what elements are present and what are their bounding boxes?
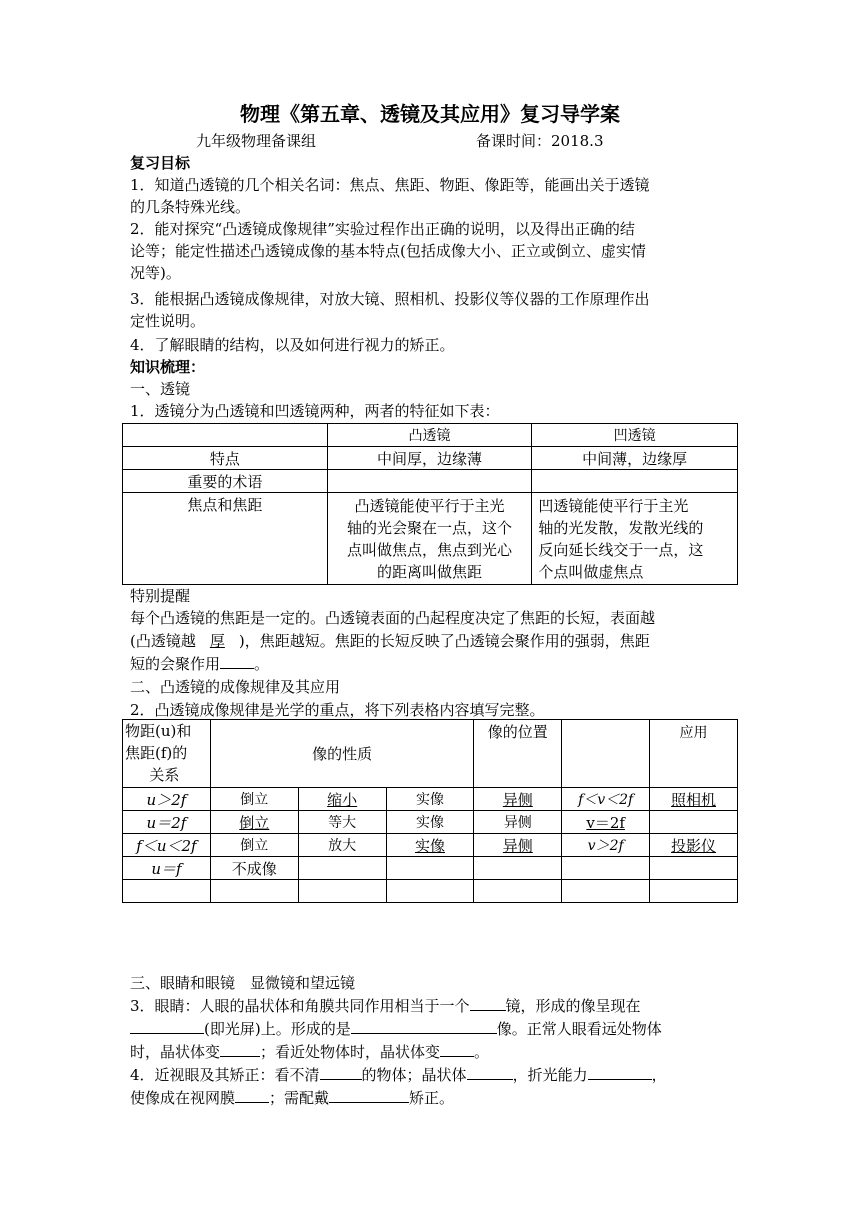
table-cell: u＞2f — [123, 788, 211, 811]
concave-focus-desc: 凹透镜能使平行于主光 轴的光发散，发散光线的 反向延长线交于一点，这 个点叫做虚焦点 — [532, 493, 738, 585]
section2-heading: 二、凸透镜的成像规律及其应用 — [130, 678, 341, 696]
table-cell — [562, 857, 650, 880]
table-cell: 等大 — [298, 811, 386, 834]
table-cell: 异侧 — [474, 811, 562, 834]
table-cell: f＜v＜2f — [562, 788, 650, 811]
header-application: 应用 — [650, 720, 738, 788]
table-cell — [386, 857, 474, 880]
fill-blank — [351, 1018, 497, 1034]
table-cell — [650, 857, 738, 880]
table-cell: v＝2f — [562, 811, 650, 834]
knowledge-heading: 知识梳理： — [130, 358, 206, 376]
table-row — [123, 811, 738, 834]
tip-heading: 特别提醒 — [130, 587, 191, 605]
table-cell: 投影仪 — [650, 834, 738, 857]
prep-time: 备课时间：2018.3 — [476, 132, 604, 150]
tip-line-1: 每个凸透镜的焦距是一定的。凸透镜表面的凸起程度决定了焦距的长短，表面越 — [130, 609, 656, 627]
table-cell — [298, 880, 386, 903]
table-cell — [327, 470, 532, 493]
table-cell: u＝2f — [123, 811, 211, 834]
table-cell — [532, 470, 738, 493]
table-cell — [562, 720, 650, 788]
tip-line-3: 短的会聚作用 。 — [130, 655, 270, 673]
fill-blank — [130, 1018, 204, 1034]
table-header-convex: 凸透镜 — [327, 424, 532, 447]
table-cell: 实像 — [386, 834, 474, 857]
table-cell — [562, 880, 650, 903]
table-cell — [386, 880, 474, 903]
table-cell: v＞2f — [562, 834, 650, 857]
fill-answer-thick: 厚 — [209, 632, 225, 650]
table-cell: 中间薄，边缘厚 — [532, 447, 738, 470]
table-cell: 倒立 — [210, 811, 298, 834]
section2-intro: 2．凸透镜成像规律是光学的重点，将下列表格内容填写完整。 — [130, 701, 545, 719]
table-cell: 实像 — [386, 811, 474, 834]
table-cell — [650, 811, 738, 834]
table-cell: 实像 — [386, 788, 474, 811]
table-row — [123, 470, 738, 493]
q4-line-1: 4．近视眼及其矫正：看不清 的物体；晶状体 ，折光能力 ， — [130, 1066, 667, 1084]
table-cell: 焦点和焦距 — [123, 493, 328, 585]
q3-line-3: 时，晶状体变 ；看近处物体时，晶状体变 。 — [130, 1043, 490, 1061]
section3-heading: 三、眼睛和眼镜 显微镜和望远镜 — [130, 974, 356, 992]
fill-blank — [467, 1064, 513, 1080]
fill-blank — [320, 1064, 362, 1080]
imaging-rules-table — [122, 719, 738, 903]
header-distance-relation: 物距(u)和 焦距(f)的 关系 — [123, 720, 211, 788]
table-cell: 中间厚，边缘薄 — [327, 447, 532, 470]
table-cell: 重要的术语 — [123, 470, 328, 493]
table-row — [123, 834, 738, 857]
table-row — [123, 788, 738, 811]
table-cell: 不成像 — [210, 857, 298, 880]
fill-blank — [470, 995, 506, 1011]
convex-focus-desc: 凸透镜能使平行于主光 轴的光会聚在一点，这个 点叫做焦点，焦点到光心 的距离叫做焦距 — [327, 493, 532, 585]
table-cell — [210, 880, 298, 903]
table-cell: u＝f — [123, 857, 211, 880]
table-cell: 倒立 — [210, 834, 298, 857]
fill-blank — [220, 1041, 260, 1057]
section1-heading: 一、透镜 — [130, 380, 191, 398]
table-row — [123, 493, 738, 585]
header-image-nature: 像的性质 — [210, 720, 474, 788]
table-row — [123, 857, 738, 880]
table-cell: 倒立 — [210, 788, 298, 811]
goal-2: 2．能对探究“凸透镜成像规律”实验过程作出正确的说明，以及得出正确的结 论等；能定性描述凸透镜成像的基本特点(包括成像大小、正立或倒立、虚实情 况等)。 — [130, 220, 646, 282]
table-cell — [123, 880, 211, 903]
table-cell: 照相机 — [650, 788, 738, 811]
table-cell: f＜u＜2f — [123, 834, 211, 857]
table-cell: 异侧 — [474, 834, 562, 857]
q3-line-2: (即光屏)上。形成的是 像。正常人眼看远处物体 — [130, 1018, 730, 1040]
goal-4: 4．了解眼睛的结构，以及如何进行视力的矫正。 — [130, 336, 455, 354]
table-cell: 放大 — [298, 834, 386, 857]
section1-intro: 1．透镜分为凸透镜和凹透镜两种，两者的特征如下表： — [130, 402, 500, 420]
table-cell — [298, 857, 386, 880]
table-row — [123, 720, 738, 788]
tip-line-2: (凸透镜越 厚 )，焦距越短。焦距的长短反映了凸透镜会聚作用的强弱，焦距 — [130, 632, 650, 650]
table-cell: 缩小 — [298, 788, 386, 811]
table-row — [123, 447, 738, 470]
fill-blank — [235, 1087, 269, 1103]
table-cell: 特点 — [123, 447, 328, 470]
table-cell — [123, 424, 328, 447]
fill-blank — [220, 653, 254, 669]
q3-line-1: 3．眼睛：人眼的晶状体和角膜共同作用相当于一个 镜，形成的像呈现在 — [130, 997, 641, 1015]
goal-1: 1．知道凸透镜的几个相关名词：焦点、焦距、物距、像距等，能画出关于透镜 的几条特殊光线。 — [130, 176, 650, 216]
table-row — [123, 424, 738, 447]
table-header-concave: 凹透镜 — [532, 424, 738, 447]
document-title: 物理《第五章、透镜及其应用》复习导学案 — [240, 102, 620, 126]
fill-blank — [588, 1064, 652, 1080]
fill-blank — [329, 1087, 409, 1103]
table-cell — [650, 880, 738, 903]
table-cell: 异侧 — [474, 788, 562, 811]
prep-group: 九年级物理备课组 — [196, 132, 317, 150]
table-cell — [474, 880, 562, 903]
table-row — [123, 880, 738, 903]
q4-line-2: 使像成在视网膜 ；需配戴 矫正。 — [130, 1089, 455, 1107]
table-cell — [474, 857, 562, 880]
goals-heading: 复习目标 — [130, 154, 191, 172]
goal-3: 3．能根据凸透镜成像规律，对放大镜、照相机、投影仪等仪器的工作原理作出 定性说明。 — [130, 290, 650, 330]
header-image-position: 像的位置 — [474, 720, 562, 788]
lens-comparison-table — [122, 423, 738, 585]
fill-blank — [440, 1041, 474, 1057]
